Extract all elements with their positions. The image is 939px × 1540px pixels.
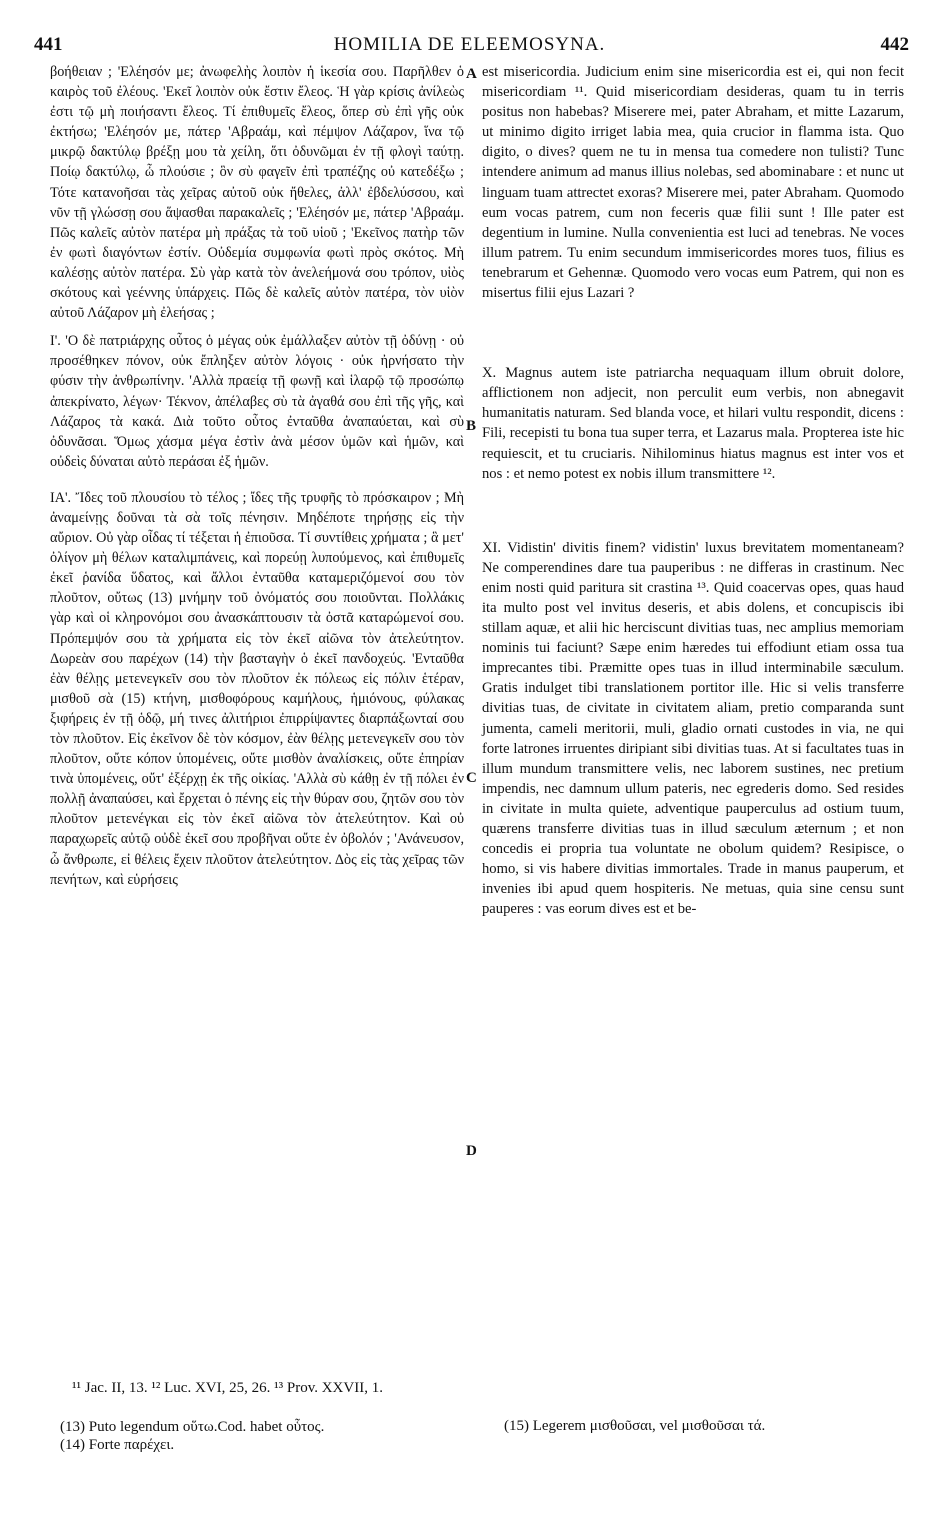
note-14: (14) Forte παρέχει. [60, 1437, 175, 1453]
latin-paragraph-3: XI. Vidistin' divitis finem? vidistin' luxus brevitatem momentaneam? Ne comperendines dare tua pauperibus : ne differas in crastinum. Nec enim nosti quid paritura sit crastina ¹³. Quid coacervas opes, quas haud ita multo post vel invitus deseris, et abis dolens, et concupiscis ibi stillam aquæ, et alii hic herciscunt divitias tuas, nec amplius memoriam nominis tui faciunt? Sæpe enim hæredes tui effodiunt etiam ossa tua imprecantes tibi. Præmitte opes tuas in illud interminabile sæculum. Gratis indulget tibi translationem portitor ille. Hic si velis transferre divitias tuas, de civitate in civitatem aliam, pretio comparanda sunt jumenta, cameli meritorii, muli, gladio ornati custodes in via, ne qui forte latrones irruentes diripiant sibi divitias tuas. At si facultates tuas in illum mundum transmittere velis, nec laborem sustines, nec pretium impendis, nec damnum ullum pateris, nec egrederis domo. Sed resides in civitate in multa quiete, adventique pauperculus ad ostium tuum, quærens transferre divitias tuas in illud sæculum æternum ; et non concedis ei propria tua voluntate ne obolum quidem? Resipisce, o homo, si vis habere divitias immortales. Trade in manus pauperum, et invenies ibi apud quem hospiteris. Ne metuas, quia sine censu sunt pauperes : vas eorum dives est et be- [482, 539, 904, 918]
greek-paragraph-2: Ι'. 'Ο δὲ πατριάρχης οὗτος ὁ μέγας οὐκ ἐμάλλαξεν αὐτὸν τῇ ὀδύνῃ · οὐ προσέθηκεν πόνον, οὐκ ἔπληξεν αὐτὸν λόγοις · οὐκ ἠρνήσατο τὴν φύσιν τὴν ἀνθρωπίνην. 'Αλλὰ πραείᾳ τῇ φωνῇ καὶ ἱλαρῷ τῷ προσώπῳ ἀπεκρίνατο, λέγων· Τέκνον, ἀπέλαβες σὺ τὰ ἀγαθά σου ἐπὶ τῆς γῆς, καὶ Λάζαρος τὰ κακά. Διὰ τοῦτο οὗτος ἐνταῦθα ἀναπαύεται, καὶ σὺ ὀδυνᾶσαι. Ὅμως χάσμα μέγα ἐστὶν ἀνὰ μέσον ὑμῶν καὶ ἡμῶν, καὶ οὐδεὶς δύναται αὐτὸ περάσαι ἐξ ἡμῶν. [50, 333, 464, 470]
latin-text-column [482, 62, 904, 919]
note-13: (13) Puto legendum οὕτω.Cod. habet οὗτος. [60, 1419, 325, 1435]
margin-marker-b: B [466, 418, 477, 434]
margin-marker-c: C [466, 770, 477, 786]
note-15: (15) Legerem μισθοῦσαι, vel μισθοῦσαι τά. [504, 1418, 766, 1434]
margin-marker-a: A [466, 66, 477, 82]
running-header [0, 34, 939, 60]
greek-paragraph-1: βοήθειαν ; 'Ελέησόν με; ἀνωφελὴς λοιπὸν ἡ ἱκεσία σου. Παρῆλθεν ὁ καιρὸς τοῦ ἐλέους. 'Εκεῖ λοιπὸν οὐκ ἔστιν ἔλεος. Ἡ γὰρ κρίσις ἀνίλεὼς ἐστι τῷ μὴ ποιήσαντι ἔλεος. Τί ἐπιθυμεῖς ἔλεος, ὅπερ σὺ ἐπὶ γῆς οὐκ ἐκτήσω; 'Ελέησόν με, πάτερ 'Αβραάμ, καὶ πέμψον Λάζαρον, ἵνα τῷ μικρῷ δακτύλῳ βρέξῃ μου τὰ χείλη, ὅτι ὀδυνῶμαι ἐν τῇ φλογὶ ταύτῃ. Ποίῳ δακτύλῳ, ὦ πλούσιε ; ὃν σὺ φαγεῖν ἐπὶ τραπέζης οὐ κατεδέξω ; Τότε κατανοῆσαι τὰς χεῖρας αὐτοῦ οὐκ ἤθελες, ἀλλ' ἐβδελύσσου, καὶ νῦν τῇ γλώσσῃ σου ἅψασθαι παρακαλεῖς ; 'Ελέησόν με, πάτερ 'Αβραάμ. Πῶς καλεῖς αὐτὸν πατέρα μὴ πράξας τὰ τοῦ υἱοῦ ; 'Εκεῖνος πατὴρ τῶν ἐν φωτὶ διαγόντων ἐστίν. Οὐδεμία συμφωνία φωτὶ πρὸς σκότος. Μὴ καλέσῃς αὐτὸν πατέρα. Σὺ γὰρ κατὰ τὸν ἀνελεήμονά σου τρόπον, υἱὸς σκότους καὶ γεέννης ὑπάρχεις. Πῶς δὲ καλεῖς αὐτὸν πατέρα, τὸν υἱὸν αὐτοῦ Λάζαρον μὴ ἐλεήσας ; [50, 64, 464, 322]
greek-text-column [50, 62, 464, 890]
margin-marker-d: D [466, 1143, 477, 1159]
editor-notes-left [60, 1418, 324, 1454]
latin-paragraph-1: est misericordia. Judicium enim sine misericordia est ei, qui non fecit misericordiam ¹¹. Quid misericordiam desideras, quam tu in terris positus non habebas? Miserere mei, pater Abraham, et mitte Lazarum, ut minimo digito irriget labia mea, quia crucior in flamma ista. Quo digito, o dives? quem ne tu in mensa tua comedere non tulisti? Tunc intendere animum ad manus illius nolebas, sed abominabare : et nunc ut linguam tuam attrectet exoras? Miserere mei, pater Abraham. Quomodo eum vocas patrem, cum non feceris quæ filii sunt ! Ille pater est degentium in lumine. Nulla convenientia est luci ad tenebras. Ne voces illum patrem. Tu enim secundum immisericordes mores tuos, filius es tenebrarum et Gehennæ. Quomodo vero vocas eum Patrem, qui non es misertus filii ejus Lazari ? [482, 64, 904, 302]
running-title: HOMILIA DE ELEEMOSYNA. [333, 34, 606, 55]
latin-paragraph-2: X. Magnus autem iste patriarcha nequaquam illum obruit dolore, afflictionem non adjecit, non perculit eum verbis, non abnegavit humanitatis naturam. Sed blanda voce, et hilari vultu respondit, dicens : Fili, recepisti tu bona tua super terra, et Lazarus mala. Propterea iste hic requiescit, et tu cruciaris. Nihilominus hiatus magnus est inter vos et nos : et nemo potest ex nobis illum transmittere ¹². [482, 365, 904, 482]
greek-paragraph-3: ΙΑ'. Ἴδες τοῦ πλουσίου τὸ τέλος ; ἴδες τῆς τρυφῆς τὸ πρόσκαιρον ; Μὴ ἀναμείνῃς δοῦναι τὰ σὰ τοῖς πένησιν. Μηδέποτε τηρήσῃς εἰς τὴν αὔριον. Οὐ γὰρ οἶδας τί τέξεται ἡ ἐπιοῦσα. Τί συντίθεις χρήματα ; ἃ μετ' ὀλίγον μὴ θέλων καταλιμπάνεις, καὶ πορεύῃ λυπούμενος, καὶ ἐπιθυμεῖς ἐκεῖ ῥανίδα ὕδατος, καὶ ἄλλοι ἐνταῦθα καταμεριζόμενοί σου τὸν πλοῦτον, οὔτως (13) μνήμην τοῦ ὀνόματός σου ποιοῦνται. Πολλάκις γὰρ καὶ οἱ κληρονόμοι σου ἀνασκάπτουσιν τὰ ὀστᾶ καταρώμενοί σου. Πρόπεμψόν σου τὰ χρήματα εἰς τὸν ἐκεῖ αἰῶνα τὸν ἀτελεύτητον. Δωρεὰν σου παρέχων (14) τὴν βασταγὴν ὁ ἐκεῖ πανδοχεύς. 'Ενταῦθα ἐὰν θέλῃς μετενεγκεῖν σου τὸν πλοῦτον ἐκ πόλεως εἰς πόλιν ἑτέραν, μισθοῦ σὰ (15) κτήνη, μισθοφόρους καμήλους, ἡμιόνους, φύλακας ξιφήρεις ἐν τῇ ὁδῷ, μή τινες ἀλιτήριοι ἐπιρρίψαντες διαρπάξωνταί σου τὸν πλοῦτον. Εἰς ἐκεῖνον δὲ τὸν κόσμον, ἐὰν θέλῃς μετενεγκεῖν σου τὸν πλοῦτον, οὔτε κόπον ὑπομένεις, οὔτε μισθὸν ἀναλίσκεις, οὔτε ἐπηρίαν τινὰ ὑπομένεις, οὔτ' ἐξέρχῃ ἐκ τῆς οἰκίας. 'Αλλὰ σὺ κάθῃ ἐν τῇ πόλει ἐν πολλῇ ἀναπαύσει, καὶ ἔρχεται ὁ πένης εἰς τὴν θύραν σου, ζητῶν σου τὸν πλοῦτον μετενέγκαι εἰς τὸν ἐκεῖ αἰῶνα τὸν ἀτελεύτητον. Καὶ οὐ παραχωρεῖς αὐτῷ οὐδὲ ἐκεῖ σου προβῆναι οὔτε ἐν ὀβολόν ; 'Ανάνευσον, ὦ ἄνθρωπε, εἰ θέλεις ἔχειν πλοῦτον ἀτελεύτητον. Δὸς εἰς τὰς χεῖρας τῶν πενήτων, καὶ εὑρήσεις [50, 489, 464, 888]
scripture-references: ¹¹ Jac. II, 13. ¹² Luc. XVI, 25, 26. ¹³ Prov. XXVII, 1. [72, 1380, 383, 1396]
editor-notes-right [504, 1418, 765, 1435]
left-page-number: 441 [34, 34, 63, 55]
right-page-number: 442 [880, 34, 909, 55]
